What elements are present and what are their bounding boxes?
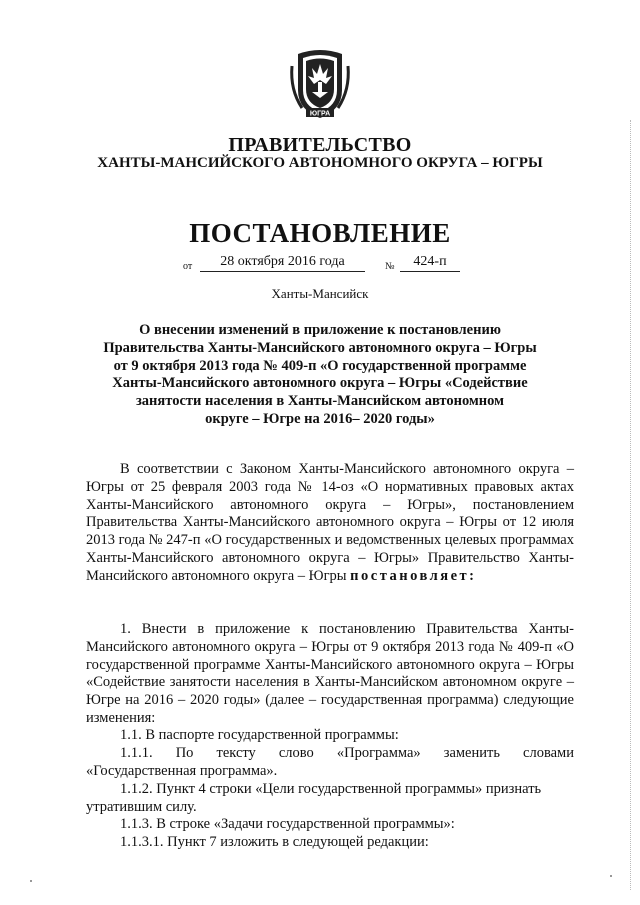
title-line: О внесении изменений в приложение к постановлению [139,322,501,338]
preamble-keyword: постановляет: [350,567,477,584]
date-prefix: от [183,261,193,272]
khmao-coat-of-arms-icon [288,46,352,122]
scan-margin-line [630,120,632,890]
title-line: от 9 октября 2013 года № 409-п «О государственной программе [113,357,527,374]
doc-type: ПОСТАНОВЛЕНИЕ [189,218,451,248]
doc-city: Ханты-Мансийск [271,286,369,301]
doc-title [100,322,540,429]
title-line: округе – Югре на 2016– 2020 годы» [205,410,435,427]
date-number-line [0,253,640,277]
doc-date: 28 октября 2016 года [200,253,365,272]
item-1-paragraph: 1. Внести в приложение к постановлению Правительства Ханты-Мансийского автономного округа – Югры от 9 октября 2013 года № 409-п «О государственной программе Ханты-Мансийского автономного округа – Югры «Содействие занятости населения в Ханты-Мансийском автономном округе – Югре на 2016 – 2020 годы» (далее – государственная программа) следующие изменения: [86,621,574,726]
preamble-text: В соответствии с Законом Ханты-Мансийского автономного округа – Югры от 25 февраля 2003 года № 14-оз «О нормативных правовых актах Ханты-Мансийского автономного округа – Югры», постановлением Правительства Ханты-Мансийского автономного округа – Югры от 12 июля 2013 года № 247-п «О государственных и ведомственных целевых программах Ханты-Мансийского автономного округа – Югры» Правительство Ханты-Мансийского автономного округа – Югры [86,461,574,584]
item-1-1-3-1: 1.1.3.1. Пункт 7 изложить в следующей редакции: [120,834,429,850]
title-line: Ханты-Мансийского автономного округа – Югры «Содействие [112,375,528,392]
title-line: Правительства Ханты-Мансийского автономного округа – Югры [103,339,537,356]
scan-speck [610,875,612,877]
item-1-1-3: 1.1.3. В строке «Задачи государственной программы»: [120,816,455,832]
org-name-line1: ПРАВИТЕЛЬСТВО [228,134,412,156]
item-1-1-1-continued: «Государственная программа». [86,763,278,779]
scan-speck [30,880,32,882]
preamble-paragraph [86,461,574,586]
item-1-1-1: 1.1.1. По тексту слово «Программа» заменить словами [120,745,574,761]
item-1-1: 1.1. В паспорте государственной программы: [120,727,399,743]
title-line: занятости населения в Ханты-Мансийском автономном [135,393,505,410]
emblem-text: ЮГРА [309,110,331,118]
item-1-1-2: 1.1.2. Пункт 4 строки «Цели государственной программы» признать утратившим силу. [86,781,542,815]
number-prefix: № [385,261,395,272]
org-name-line2: ХАНТЫ-МАНСИЙСКОГО АВТОНОМНОГО ОКРУГА – ЮГРЫ [97,155,543,171]
doc-number: 424-п [400,253,460,272]
